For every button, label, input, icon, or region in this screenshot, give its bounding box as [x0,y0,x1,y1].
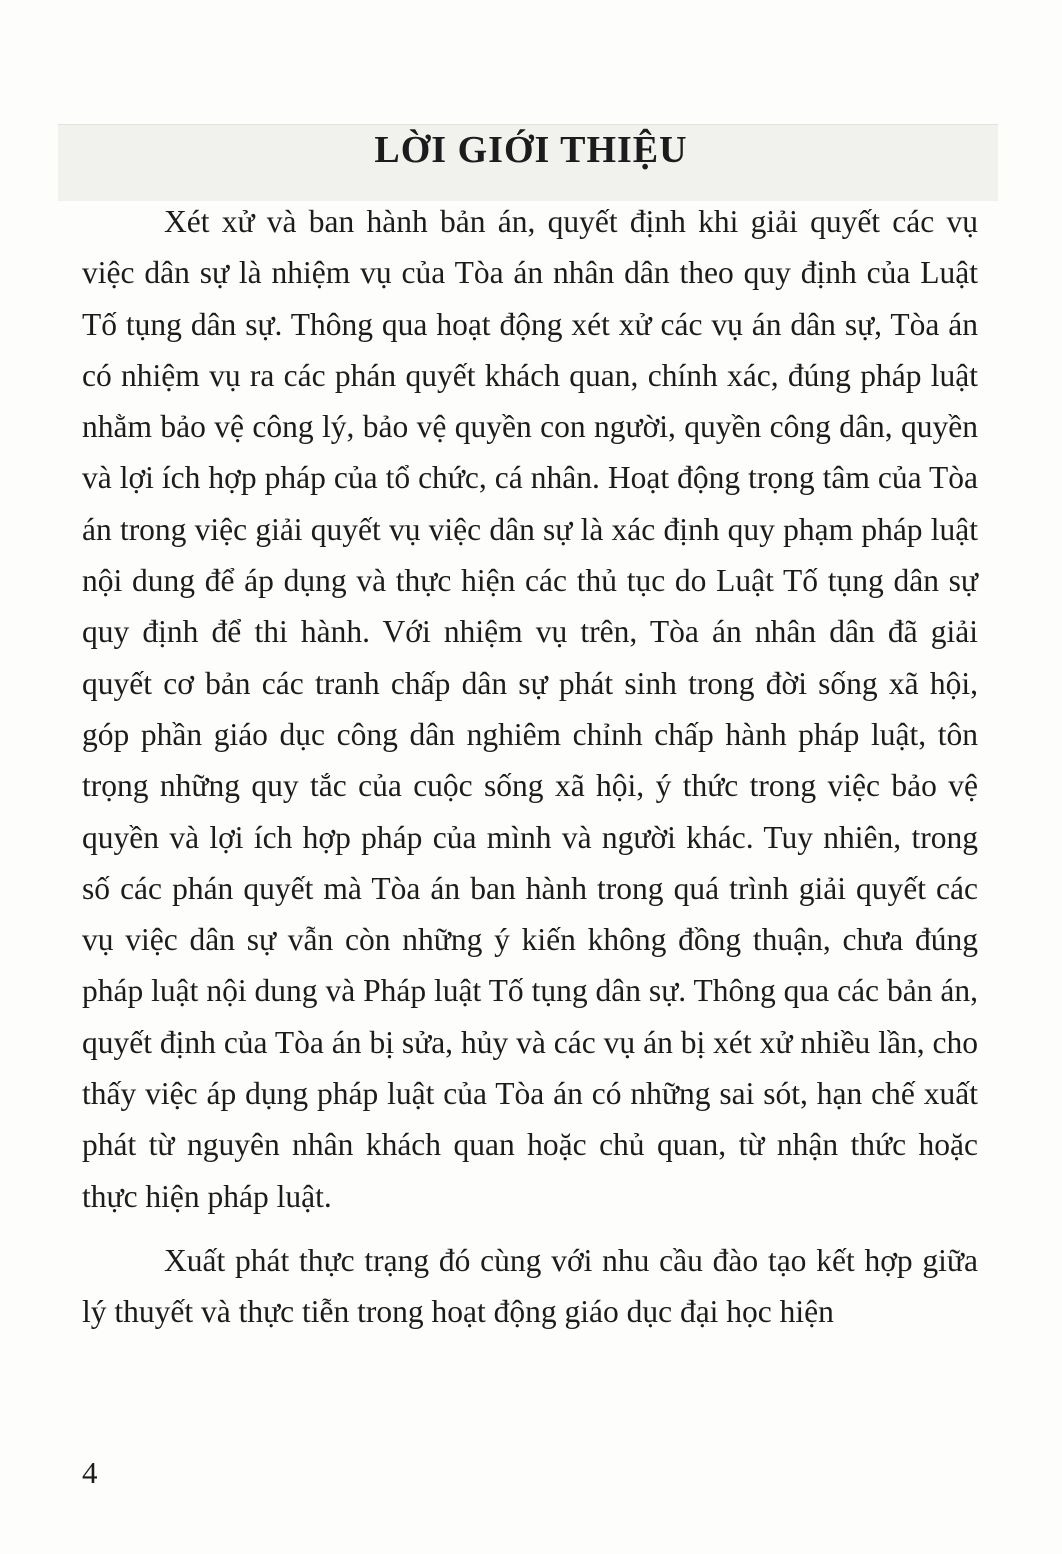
body-text [82,196,978,1338]
page-number: 4 [82,1455,98,1490]
paragraph-2: Xuất phát thực trạng đó cùng với nhu cầu đào tạo kết hợp giữa lý thuyết và thực tiễn trong hoạt động giáo dục đại học hiện [82,1242,978,1330]
paragraph-1: Xét xử và ban hành bản án, quyết định khi giải quyết các vụ việc dân sự là nhiệm vụ của Tòa án nhân dân theo quy định của Luật Tố tụng dân sự. Thông qua hoạt động xét xử các vụ án dân sự, Tòa án có nhiệm vụ ra các phán quyết khách quan, chính xác, đúng pháp luật nhằm bảo vệ công lý, bảo vệ quyền con người, quyền công dân, quyền và lợi ích hợp pháp của tổ chức, cá nhân. Hoạt động trọng tâm của Tòa án trong việc giải quyết vụ việc dân sự là xác định quy phạm pháp luật nội dung để áp dụng và thực hiện các thủ tục do Luật Tố tụng dân sự quy định để thi hành. Với nhiệm vụ trên, Tòa án nhân dân đã giải quyết cơ bản các tranh chấp dân sự phát sinh trong đời sống xã hội, góp phần giáo dục công dân nghiêm chỉnh chấp hành pháp luật, tôn trọng những quy tắc của cuộc sống xã hội, ý thức trong việc bảo vệ quyền và lợi ích hợp pháp của mình và người khác. Tuy nhiên, trong số các phán quyết mà Tòa án ban hành trong quá trình giải quyết các vụ việc dân sự vẫn còn những ý kiến không đồng thuận, chưa đúng pháp luật nội dung và Pháp luật Tố tụng dân sự. Thông qua các bản án, quyết định của Tòa án bị sửa, hủy và các vụ án bị xét xử nhiều lần, cho thấy việc áp dụng pháp luật của Tòa án có những sai sót, hạn chế xuất phát từ nguyên nhân khách quan hoặc chủ quan, từ nhận thức hoặc thực hiện pháp luật. [82,204,978,1214]
page-title: LỜI GIỚI THIỆU [374,129,688,171]
